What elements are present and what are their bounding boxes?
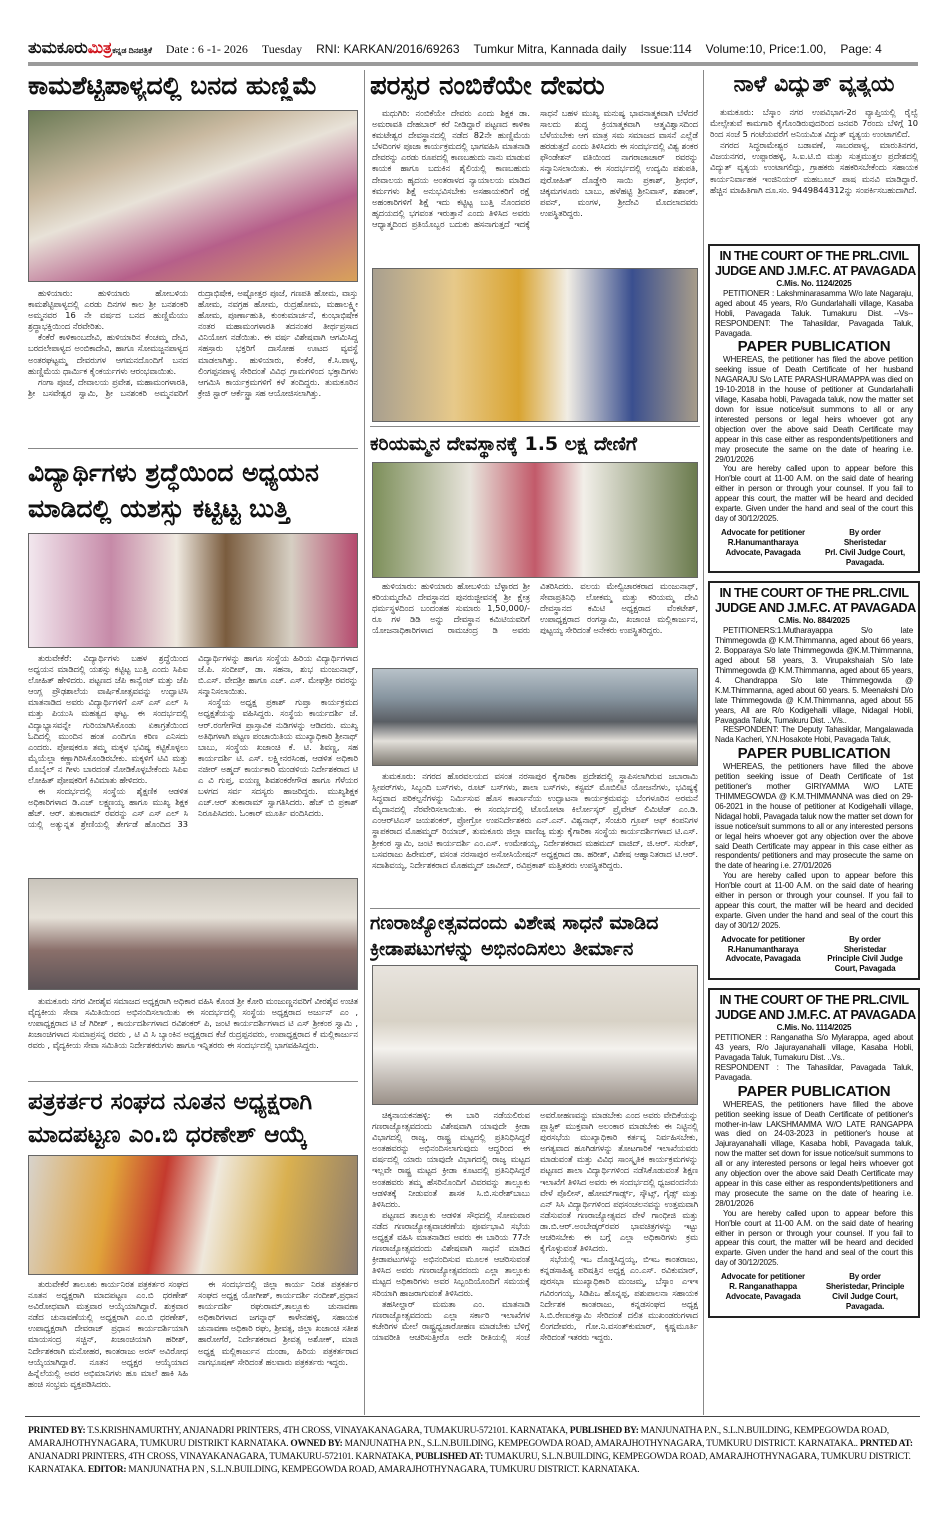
legal-notices-column	[708, 244, 920, 1318]
text-line: Advocate for petitioner	[721, 527, 805, 537]
paragraph: ಗಂಗಾ ಪೂಜೆ, ದೇವಾಲಯ ಪ್ರವೇಶ, ಮಹಾಮಂಗಳಾರತಿ, ಶ್ರೀ ಬಸವೇಶ್ವರ ಸ್ವಾಮಿ, ಶ್ರೀ ಬನಶಂಕರಿ ಅಮ್ಮನವರಿಗೆ ರುದ್ರಾಭಿಷೇಕ, ಅಷ್ಟೋತ್ತರ ಪೂಜೆ, ಗಣಪತಿ ಹೋಮ, ವಾಸ್ತು ಹೋಮ, ನವಗ್ರಹ ಹೋಮ, ರುದ್ರಹೋಮ, ಮಹಾಲಕ್ಷ್ಮೀ ಹೋಮ, ಪೂರ್ಣಾಹುತಿ, ಕುಂಕುಮಾರ್ಚನೆ, ಕುಂಭಾಭಿಷೇಕ ನಂತರ ಮಹಾಮಂಗಳಾರತಿ ತದನಂತರ ತೀರ್ಥಪ್ರಸಾದ ವಿನಿಯೋಗ ನಡೆಯಿತು. ಈ ವರ್ಷ ವಿಶೇಷವಾಗಿ ಆಗಮಿಸಿದ್ದ ಸಹಸ್ರಾರು ಭಕ್ತರಿಗೆ ದಾಸೋಹ ಊಟದ ವ್ಯವಸ್ಥೆ ಮಾಡಲಾಗಿತ್ತು. ಹುಳಿಯಾರು, ಕೆಂಕೆರೆ, ಕೆ.ಸಿ.ಪಾಳ್ಯ, ಲಿಂಗಪ್ಪನಪಾಳ್ಯ ಸೇರಿದಂತೆ ವಿವಿಧ ಗ್ರಾಮಗಳಿಂದ ಭಕ್ತಾದಿಗಳು ಆಗಮಿಸಿ ಕಾರ್ಯಕ್ರಮಗಳಿಗೆ ಕಳೆ ತಂದಿದ್ದರು. ತುಮಕೂರಿನ ಕ್ರೇಜಿ ಸ್ಟಾರ್ ಆರ್ಕೆಸ್ಟ್ರಾ ಸಹ ಆಯೋಜಿಸಲಾಗಿತ್ತು.	[28, 288, 358, 398]
notice-respondent: RESPONDENT: The Deputy Tahasildar, Mangalawada Nada Kacheri, Y.N.Hosakote Hobi, Pavagada Taluk,	[715, 725, 913, 745]
headline-line: ಮಾದಪಟ್ಟಣ ಎಂ.ಬಿ ಧರಣೇಶ್ ಆಯ್ಕೆ	[28, 1122, 308, 1148]
issue-day: Tuesday	[261, 42, 303, 56]
paragraph: ಪಟ್ಟಣದ ತಾಲ್ಲೂಕು ಆಡಳಿತ ಸೌಧದಲ್ಲಿ ಸೋಮವಾರ ನಡೆದ ಗಣರಾಜ್ಯೋತ್ಸವಾಚರಣೆಯ ಪೂರ್ವಭಾವಿ ಸಭೆಯ ಅಧ್ಯಕ್ಷತೆ ವಹಿಸಿ ಮಾತನಾಡಿದ ಅವರು ಈ ಬಾರಿಯ 77ನೇ ಗಣರಾಜ್ಯೋತ್ಸವದಂದು ವಿಶೇಷವಾಗಿ ಸಾಧನೆ ಮಾಡಿದ ಕ್ರೀಡಾಪಟುಗಳನ್ನು ಅಭಿನಂದಿಸುವ ಮೂಲಕ ಆಚರಿಸುವಂತೆ ತಿಳಿಸಿದ ಅವರು ಗಣರಾಜ್ಯೋತ್ಸವದಂದು ಎಲ್ಲಾ ತಾಲ್ಲೂಕು ಮಟ್ಟದ ಅಧಿಕಾರಿಗಳು ಅವರ ಸಿಬ್ಬಂದಿಯೊಂದಿಗೆ ಸಮಯಕ್ಕೆ ಸರಿಯಾಗಿ ಹಾಜರಾಗುವಂತೆ ತಿಳಿಸಿದರು.	[372, 1209, 530, 1298]
legal-notice-1124	[708, 244, 920, 573]
notice-parties: PETITIONER : Lakshminarasamma W/o late Nagaraju, aged about 45 years, R/o Gundarlahalli village, Kasaba Hobli, Pavagada Taluk. Tumakuru Dist. --Vs-- RESPONDENT: The Tahasildar, Pavagada Taluk, Pavagada.	[715, 288, 913, 338]
text-line: Pavagada.	[845, 557, 885, 567]
text-line: T.S.KRISHNAMURTHY, ANJANADRI PRINTERS, 4TH CROSS, VINAYAKANAGARA, TUMAKURU-572101. KARNATAKA,	[87, 1426, 568, 1436]
notice-court: JUDGE AND J.M.F.C. AT PAVAGADA	[715, 1008, 916, 1023]
text-line: Advocate for petitioner	[721, 934, 805, 944]
notice-court: IN THE COURT OF THE PRL.CIVIL	[719, 993, 909, 1008]
photo-veerashaiva-felicitation	[28, 878, 358, 990]
paragraph: ತುರುವೇಕೆರೆ: ವಿದ್ಯಾರ್ಥಿಗಳು ಬಹಳ ಶ್ರದ್ಧೆಯಿಂದ ಅಧ್ಯಯನ ಮಾಡಿದಲ್ಲಿ ಯಶಸ್ಸು ಕಟ್ಟಿಟ್ಟ ಬುತ್ತಿ ಎಂದು ಸಿಪಿಐ ಲೋಹಿತ್ ಹೇಳಿದರು. ಪಟ್ಟಣದ ಜೆಪಿ ಕಾನ್ವೆಂಟ್ ಮತ್ತು ಜೆಪಿ ಆಂಗ್ಲ ಪ್ರೌಢಶಾಲೆಯ ವಾರ್ಷಿಕೋತ್ಸವವನ್ನು ಉದ್ಘಾಟಿಸಿ ಮಾತನಾಡಿದ ಅವರು ವಿದ್ಯಾರ್ಥಿಗಳಿಗೆ ಎಸ್ ಎಸ್ ಎಲ್ ಸಿ ಮತ್ತು ಪಿಯುಸಿ ಮಹತ್ವದ ಘಟ್ಟ. ಈ ಸಂದರ್ಭದಲ್ಲಿ ವಿದ್ಯಾಭ್ಯಾಸವನ್ನೇ ಗುರಿಯಾಗಿಸಿಕೊಂಡು ಏಕಾಗ್ರತೆಯಿಂದ ಓದಿದಲ್ಲಿ ಮುಂದಿನ ಹಂತ ಎಂದಿಗೂ ಕಠಿಣ ಎನಿಸದು ಎಂದರು. ಪೋಷಕರೂ ತಮ್ಮ ಮಕ್ಕಳ ಭವಿಷ್ಯ ಕಟ್ಟಿಕೊಳ್ಳಲು ಮೈಯೆಲ್ಲಾ ಕಣ್ಣಾಗಿರಿಸಿಕೊಂಡಿರಬೇಕು. ಮಕ್ಕಳಿಗೆ ಟಿವಿ ಮತ್ತು ಮೊಬೈಲ್ ನ ಗೀಳು ಬಾರದಂತೆ ನೋಡಿಕೊಳ್ಳಬೇಕೆಂದು ಸಿಪಿಐ ಲೋಹಿತ್ ಪೋಷಕರಿಗೆ ಕಿವಿಮಾತು ಹೇಳಿದರು.	[28, 653, 188, 786]
issue-date: Date : 6 -1- 2026	[165, 42, 248, 56]
paper-name: Tumkur Mitra, Kannada daily	[473, 42, 627, 56]
text-line: R.Hanumantharaya	[727, 944, 799, 954]
order-signature	[817, 528, 913, 568]
text-line: PRNTED AT:	[859, 1439, 913, 1449]
photo-journalists-association	[28, 1155, 358, 1275]
advocate-signature	[715, 1272, 811, 1312]
text-line: PUBLISHED AT:	[415, 1452, 484, 1462]
paragraph: ಈ ಸಂದರ್ಭದಲ್ಲಿ ಜಿಲ್ಲಾ ಕಾರ್ಯ ನಿರತ ಪತ್ರಕರ್ತರ ಸಂಘದ ಅಧ್ಯಕ್ಷ ಯೋಗೀಶ್, ಕಾರ್ಯದರ್ಶಿ ನಂದೀಶ್,ಪ್ರಧಾನ ಕಾರ್ಯದರ್ಶಿ ರಘುರಾಮ್,ತಾಲ್ಲೂಕು ಚುನಾವಣಾ ಅಧಿಕಾರಿಗಳಾದ ಜಗನ್ನಾಥ್ ಕಾಳೇನಹಳ್ಳಿ, ಸಹಾಯಕ ಚುನಾವಣಾ ಅಧಿಕಾರಿ ರಘು, ಶ್ರೀವತ್ಸ, ಜಿಲ್ಲಾ ಖಜಾಂಚಿ ಸತೀಶ ಹಾರೋಗೆರೆ, ನಿರ್ದೇಶಕರಾದ ಶ್ರೀವತ್ಸ ಅಶೋಕ್, ಮಾಜಿ ಅಧ್ಯಕ್ಷ ಮಲ್ಲಿಕಾರ್ಜುನ ದುಂಡಾ, ಹಿರಿಯ ಪತ್ರಕರ್ತರಾದ ನಾಗಭೂಷಣ್ ಸೇರಿದಂತೆ ಹಲವಾರು ಪತ್ರಕರ್ತರು ಇದ್ದರು.	[198, 1279, 358, 1367]
headline-line: ಗಣರಾಜ್ಯೋತ್ಸವದಂದು ವಿಶೇಷ ಸಾಧನೆ ಮಾಡಿದ	[370, 912, 659, 934]
text-line: Advocate, Pavagada	[725, 954, 801, 964]
text-line: Sheristedar	[843, 944, 887, 954]
article-body-veerashaiva	[28, 996, 358, 1076]
divider	[370, 426, 700, 427]
headline-nambike: ಪರಸ್ಪರ ನಂಬಿಕೆಯೇ ದೇವರು	[370, 72, 605, 101]
notice-title: PAPER PUBLICATION	[737, 745, 891, 763]
text-line: Prl. Civil Judge Court,	[825, 547, 905, 557]
photo-temple-event	[372, 268, 698, 422]
masthead-rule	[28, 62, 918, 66]
advocate-signature	[715, 935, 811, 975]
advocate-signature	[715, 528, 811, 568]
text-line: EDITOR:	[87, 1465, 127, 1475]
text-line: MANJUNATHA P.N., S.L.N.BUILDING, KEMPEGOWDA ROAD, AMARAJHOTHYNAGARA, TUMKURU DISTRICT. KARNATAKA..	[344, 1439, 858, 1449]
photo-bus-factory-inauguration	[372, 668, 698, 766]
notice-case-number: C.Mis. No. 1114/2025	[776, 1023, 852, 1033]
notice-whereas: WHEREAS, the petitioner has filed the above petition seeking issue of Death Certificate of her husband NAGARAJU S/o LATE PARASHURAMAPPA was died on 19-10-2018 in the house of petitioner at Gundarlahalli village, Kasaba hobli, Pavagada taluk, now the matter set down for issue notice/suit summons to all or any interested persons or legal heirs whoever got any objection over the above said Death Certificate may appear in this case either as respondents/petitioners and may prosecute the same on the date of hearing i.e. 29/01/2026	[715, 355, 913, 464]
notice-whereas: WHEREAS, the petitioners have filled the above petition seeking issue of Death Certificate of 1st petitioner's mother GIRIYAMMA W/O LATE THIMMEGOWDA @ K.M.THIMMANNA was died on 29-06-2021 in the house of petitioner at Kodigehalli village, Nidagal hobli, Pavagada taluk now the matter set down for issue notice/suit summons to all or any interested persons or legal heirs whoever got any objection over the above said Death Certificate may appear in this case either as respondents/ petitioners and may prosecute the same on the date of hearing i.e. 27/01/2026	[715, 762, 913, 871]
notice-court: IN THE COURT OF THE PRL.CIVIL	[719, 586, 909, 601]
text-line: ತುಮಕೂರು	[28, 40, 88, 57]
text-line: PRINTED BY:	[28, 1426, 86, 1436]
article-body-karkhane	[372, 771, 698, 906]
headline-ganarajyotsava	[370, 910, 698, 962]
text-line: Civil Judge Court,	[832, 1291, 898, 1301]
notice-title: PAPER PUBLICATION	[737, 338, 891, 356]
headline-line: ಮಾಡಿದಲ್ಲಿ ಯಶಸ್ಸು ಕಟ್ಟಿಟ್ಟ ಬುತ್ತಿ	[28, 494, 290, 523]
paragraph: ಸಂಸ್ಥೆಯ ಅಧ್ಯಕ್ಷ ಪ್ರಕಾಶ್ ಗುಪ್ತಾ ಕಾರ್ಯಕ್ರಮದ ಅಧ್ಯಕ್ಷತೆಯನ್ನು ವಹಿಸಿದ್ದರು. ಸಂಸ್ಥೆಯ ಕಾರ್ಯದರ್ಶಿ ಜೆ. ಆರ್.ರಂಗೇಗೌಡ ಪ್ರಾಸ್ತಾವಿಕ ನುಡಿಗಳನ್ನು ಆಡಿದರು. ಮುಖ್ಯ ಅತಿಥಿಗಳಾಗಿ ಪಟ್ಟಣ ಪಂಚಾಯಿತಿಯ ಮುಖ್ಯಾಧಿಕಾರಿ ಶ್ರೀನಾಥ್ ಬಾಬು, ಸಂಸ್ಥೆಯ ಖಜಾಂಚಿ ಕೆ. ಟಿ. ಶಿವಣ್ಣ, ಸಹ ಕಾರ್ಯದರ್ಶಿ ಟಿ. ಎಸ್. ಲಕ್ಷ್ಮೀನರಸಿಂಹ, ಆಡಳಿತ ಅಧಿಕಾರಿ ನಜೀರ್ ಅಹ್ಮದ್ ಕಾರ್ಯಕಾರಿ ಮಂಡಳಿಯ ನಿರ್ದೇಶಕರಾದ ಟಿ ಎ ವಿ ಗುಪ್ತ, ಐಯಣ್ಣ ಶಿವಶಂಕರೇಗೌಡ ಹಾಗೂ ಗೆಳೆಯರ ಬಳಗದ ಸರ್ವ ಸದಸ್ಯರು ಹಾಜರಿದ್ದರು. ಮುಖ್ಯಶಿಕ್ಷಕ ಎಚ್.ಆರ್ ತುಕಾರಾಮ್ ಸ್ವಾಗತಿಸಿದರು. ಹೆಚ್ ಬಿ ಪ್ರಕಾಶ್ ನಿರೂಪಿಸಿದರು. ಓಂಕಾರ್ ಮೂರ್ತಿ ವಂದಿಸಿದರು.	[198, 697, 358, 819]
text-line: R. Ranganathappa	[729, 1282, 797, 1292]
column-divider	[364, 70, 365, 1415]
headline-line: ಕ್ರೀಡಾಪಟುಗಳನ್ನು ಅಭಿನಂದಿಸಲು ತೀರ್ಮಾನ	[370, 938, 634, 960]
text-line: By order	[849, 1272, 881, 1282]
divider	[28, 1081, 358, 1082]
photo-preparatory-meeting	[372, 965, 698, 1105]
paragraph: ಸಭೆಯಲ್ಲಿ ಇಒ ದೊಡ್ಡಸಿದ್ದಯ್ಯ, ಬಿಇಒ ಕಾಂತರಾಜು, ಕನ್ನಡಸಾಹಿತ್ಯ ಪರಿಷತ್ತಿನ ಅಧ್ಯಕ್ಷ ಎಂ.ಎಸ್. ರವಿಕುಮಾರ್, ಪುರಸಭಾ ಮುಖ್ಯಾಧಿಕಾರಿ ಮಂಜಮ್ಮ, ಬೆಸ್ಕಾಂ ಎಇಇ ಗವಿರಂಗಯ್ಯ, ಸಿಡಿಪಿಒ ಹೊನ್ನಪ್ಪ, ಪಶುಪಾಲನಾ ಸಹಾಯಕ ನಿರ್ದೇಶಕ ಕಾಂತರಾಜು, ಕನ್ನಡಸಂಘದ ಅಧ್ಯಕ್ಷ ಸಿ.ಬಿ.ರೇಣುಕಸ್ವಾಮಿ ಸೇರಿದಂತೆ ದಲಿತ ಮುಖಂಡರುಗಳಾದ ಲಿಂಗದೇವರು, ಗೋ.ನಿ.ವಸಂತ್‌ಕುಮಾರ್, ಕೃಷ್ಣಮೂರ್ತಿ ಸೇರಿದಂತೆ ಇತರರು ಇದ್ದರು.	[540, 1254, 698, 1342]
paragraph: ತುಮಕೂರು ನಗರ ವೀರಶೈವ ಸಮಾಜದ ಅಧ್ಯಕ್ಷರಾಗಿ ಅಧಿಕಾರ ವಹಿಸಿ ಕೊಂಡ ಶ್ರೀ ಕೋರಿ ಮಂಜುಣ್ಣನವರಿಗೆ ವೀರಶೈವ ಉಚಿತ ವೈದ್ಯಕೀಯ ಸೇವಾ ಸಮಿತಿಯಿಂದ ಅಭಿನಂದಿಸಲಾಯಿತು ಈ ಸಂದರ್ಭದಲ್ಲಿ ಸಂಸ್ಥೆಯ ಅಧ್ಯಕ್ಷರಾದ ಅರ್ಜುನ್ ಎಂ , ಉಪಾಧ್ಯಕ್ಷರಾದ ಟಿ ಜೆ ಗಿರೀಶ್ , ಕಾರ್ಯದರ್ಶಿಗಳಾದ ರವಿಶಂಕರ್ ಪಿ, ಜಂಟಿ ಕಾರ್ಯದರ್ಶಿಗಳಾದ ಟಿ ಎಸ್ ಶ್ರೀಕಂಠ ಸ್ವಾಮಿ , ಖಜಾಂಚಿಗಳಾದ ಸುಮಾಪ್ರಸನ್ನ ರವರು , ಟಿ ವಿ ಸಿ ಬ್ಯಾಂಕಿನ ಅಧ್ಯಕ್ಷರಾದ ಕೆಜೆ ರುದ್ರಪ್ಪನವರು, ಉಪಾಧ್ಯಕ್ಷರಾದ ಕೆ ಮಲ್ಲಿಕಾರ್ಜುನ ರವರು , ವೈದ್ಯಕೀಯ ಸೇವಾ ಸಮಿತಿಯ ನಿರ್ದೇಶಕರುಗಳು ಹಾಗೂ ಇನ್ನಿತರರು ಈ ಸಂದರ್ಭದಲ್ಲಿ ಭಾಗವಹಿಸಿದ್ದರು.	[28, 996, 358, 1051]
text-line: Court, Pavagada	[834, 964, 896, 974]
text-line: R.Hanumantharaya	[727, 537, 799, 547]
column-divider	[703, 70, 704, 1415]
text-line: Principle Civil Judge	[827, 954, 903, 964]
notice-parties: PETITIONERS:1.Mutharayappa S/o late Thimmegowda @ K.M.Thimmanna, aged about 66 years, 2. Bopparaya S/o late Thimmegowda @K.M.Thimmanna, aged about 58 years, 3. Virupakshaiah S/o late Thimmegowda @ K.M.Thimmanna, aged about 65 years, 4. Chandrappa S/o late Thimmegowda @ K.M.Thimmanna, aged about 60 years. 5. Meenakshi D/o late Thimmegowda @ K.M.Thimmanna, aged about 55 years, All are R/o Kodigehalli village, Nidagal Hobli, Pavagada Taluk, Tumakuru Dist. ..V/s..	[715, 626, 913, 725]
notice-court: JUDGE AND J.M.F.C. AT PAVAGADA	[715, 264, 916, 278]
text-line: MANJUNATHA P.N., S.L.N.BUILDING, KEMPEGOWDA ROAD, AMARAJHOTHYNAGARA, TUMKURU DISTRIKT KARNATAKA.	[28, 1426, 889, 1449]
photo-school-anniversary	[28, 533, 358, 648]
notice-title: PAPER PUBLICATION	[737, 1082, 891, 1100]
order-signature	[817, 1272, 913, 1312]
article-body-vidyut	[710, 107, 918, 237]
paragraph: ಕೆಂಕೆರೆ ಕಾಳಿಕಾಂಬದೇವಿ, ಹುಳಿಯಾರಿನ ಕೆಂಚಮ್ಮ ದೇವಿ, ಬರದಲೇಪಾಳ್ಯದ ಅಂಬಿಕಾದೇವಿ, ಹಾಗೂ ಸೋಮಜ್ಜನಪಾಳ್ಯದ ಅಂತರಘಟ್ಟಮ್ಮ ದೇವರುಗಳ ಆಗಮನದೊಂದಿಗೆ ಬನದ ಹುಣ್ಣಿಮೆಯ ಧಾರ್ಮಿಕ ಕೈಂಕರ್ಯಗಳು ಆರಂಭವಾಯಿತು.	[28, 332, 188, 376]
legal-notice-1114	[708, 988, 920, 1317]
photo-banada-hunnime	[28, 110, 358, 282]
text-line: Sheristedar, Principle	[825, 1282, 905, 1292]
notice-court: JUDGE AND J.M.F.C. AT PAVAGADA	[715, 601, 916, 616]
page-number: Page: 4	[840, 42, 882, 56]
volume-price: Volume:10, Price:1.00,	[705, 42, 827, 56]
notice-court: IN THE COURT OF THE PRL.CIVIL	[719, 249, 909, 263]
paragraph: ಹುಳಿಯಾರು: ಹುಳಿಯಾರು ಹೋಬಳಿಯ ಬೆಳ್ಳಾರದ ಶ್ರೀ ಕರಿಯಮ್ಮದೇವಿ ದೇವಸ್ಥಾನದ ಪುನರುಜ್ಜೀವನಕ್ಕೆ ಶ್ರೀ ಕ್ಷೇತ್ರ ಧರ್ಮಸ್ಥಳದಿಂದ ಬಂದಂತಹ ಸುಮಾರು 1,50,000/- ರೂ ಗಳ ಡಿಡಿ ಅನ್ನು ದೇವಸ್ಥಾನ ಕಮಿಟಿಯವರಿಗೆ ಯೋಜನಾಧಿಕಾರಿಗಳಾದ ರಾಮಚಂದ್ರ ಡಿ ಅವರು ವಿತರಿಸಿದರು. ವಲಯ ಮೇಲ್ವಿಚಾರಕರಾದ ಮಂಜುನಾಥ್, ಸೇವಾಪ್ರತಿನಿಧಿ ಲೋಕಮ್ಮ ಮತ್ತು ಕರಿಯಮ್ಮ ದೇವಿ ದೇವಸ್ಥಾನದ ಕಮಿಟಿ ಅಧ್ಯಕ್ಷರಾದ ವೆಂಕಟೇಶ್, ಉಪಾಧ್ಯಕ್ಷರಾದ ರಂಗಸ್ವಾಮಿ, ಖಜಾಂಚಿ ಮಲ್ಲಿಕಾರ್ಜುನ, ಪುಟ್ಟಯ್ಯ ಸೇರಿದಂತೆ ಅನೇಕರು ಉಪಸ್ಥಿತರಿದ್ದರು.	[372, 581, 698, 636]
paragraph: ಈ ಸಂದರ್ಭದಲ್ಲಿ ಸಂಸ್ಥೆಯ ಶೈಕ್ಷಣಿಕ ಆಡಳಿತ ಅಧಿಕಾರಿಗಳಾದ ಡಿ.ಎಚ್ ಲಕ್ಷ್ಮಣಯ್ಯ ಹಾಗೂ ಮುಖ್ಯ ಶಿಕ್ಷಕ ಹೆಚ್. ಆರ್. ತುಕಾರಾಮ್ ರವರನ್ನು ಎಸ್ ಎಸ್ ಎಲ್ ಸಿ ಯಲ್ಲಿ ಅತ್ಯುನ್ನತ ಶ್ರೇಣಿಯಲ್ಲಿ ತೇರ್ಗಡೆ ಹೊಂದಿದ 33 ವಿದ್ಯಾರ್ಥಿಗಳನ್ನು ಹಾಗೂ ಸಂಸ್ಥೆಯ ಹಿರಿಯ ವಿದ್ಯಾರ್ಥಿಗಳಾದ ಜೆ.ಪಿ. ಸಂದೀಪ್, ಡಾ. ಸಹನಾ, ಶುಭ ಮಂಜುನಾಥ್, ಬಿ.ಎಸ್. ವೇದಶ್ರೀ ಹಾಗೂ ಎಚ್. ಎಸ್. ಮೇಘಶ್ರೀ ರವರನ್ನು ಸನ್ಮಾನಿಸಲಾಯಿತು.	[28, 653, 358, 830]
text-line: Advocate, Pavagada	[725, 1291, 801, 1301]
divider	[370, 908, 700, 909]
headline-kariyamma: ಕರಿಯಮ್ಮನ ದೇವಸ್ಥಾನಕ್ಕೆ 1.5 ಲಕ್ಷ ದೇಣಿಗೆ	[370, 433, 637, 455]
paragraph: ಮಧುಗಿರಿ: ನಂಬಿಕೆಯೇ ದೇವರು ಎಂದು ಶಿಕ್ಷಕ ಡಾ. ಅಮರಾವತಿ ದೇಹಬಾರ್ ಕರೆ ನೀಡಿದ್ದಾರೆ ಪಟ್ಟಣದ ಕಾಳಿಕಾ ಕಮಟೇಶ್ವರ ದೇವಸ್ಥಾನದಲ್ಲಿ ನಡೆದ 82ನೇ ಹುಣ್ಣಿಮೆಯ ಬೆಳದಿಂಗಳ ಪೂಜಾ ಕಾರ್ಯಕ್ರಮದಲ್ಲಿ ಭಾಗವಹಿಸಿ ಮಾತನಾಡಿ ದೇವರನ್ನು ಎರಡು ರೂಪದಲ್ಲಿ ಕಾಣಬಹುದು ನಾನು ಮಾಡುವ ಕಾಯಕ ಹಾಗೂ ಬದುಕಿನ ಶೈಲಿಯಲ್ಲಿ ಕಾಣಬಹುದು ದೇವಾಲಯ ಹೃದಯ ಅಂತರಾಳದ ನ್ಯಾಯಾಲಯ ಮಾಡಿದ ಕರ್ಮಗಳು ಶಿಕ್ಷೆ ಅನುಭವಿಸಬೇಕು ಅಸಹಾಯಕರಿಗೆ ರಕ್ಷೆ ಅಹಂಕಾರಿಗಳಿಗೆ ಶಿಕ್ಷೆ ಇದು ಕಟ್ಟಿಟ್ಟ ಬುತ್ತಿ ನೊಂದವರ ಹೃದಯದಲ್ಲಿ ಭಗವಂತ ಇರುತ್ತಾನೆ ಎಂದು ತಿಳಿಸಿದ ಅವರು ಆಧ್ಯಾತ್ಮದಿಂದ ಪ್ರತಿಯೊಬ್ಬರ ಬದುಕು ಹಸನಾಗುತ್ತದೆ ಇದಕ್ಕೆ ಸಾಧನೆ ಬಹಳ ಮುಖ್ಯ ಮನುಷ್ಯ ಭಾವನಾತ್ಮಕವಾಗಿ ಬೆಳೆದರೆ ಸಾಲದು ಶುದ್ಧ ಕ್ರಿಯಾತ್ಮಕವಾಗಿ ಆತ್ಮವಿಶ್ವಾಸದಿಂದ ಬೆಳೆಯಬೇಕು ಆಗ ಮಾತ್ರ ಸಮ ಸಮಾಜದ ವಾಸನೆ ಎಲ್ಲೆಡೆ ಹರಡುತ್ತದೆ ಎಂದು ತಿಳಿಸಿದರು ಈ ಸಂದರ್ಭದಲ್ಲಿ ವಿಶ್ವ ಶಂಕರ ಫೌಂಡೇಶನ್ ವತಿಯಿಂದ ನಾಗರಾಜಾಚಾರ್ ರವರನ್ನು ಸನ್ಮಾನಿಸಲಾಯಿತು. ಈ ಸಂದರ್ಭದಲ್ಲಿ ಉದ್ಯಮಿ ಪಶುಪತಿ, ಪುರೋಹಿತ್ ದೊಡ್ಡೇರಿ ಸಾಯಿ ಪ್ರಕಾಶ್, ಶ್ರೀಧರ್, ಚಿಕ್ಕಮಗಳೂರು ಬಾಬು, ಹಳೆಹಟ್ಟಿ ಶ್ರೀನಿವಾಸ್, ಶಶಾಂಕ್, ಪವನ್, ಮಂಗಳ, ಶ್ರೀದೇವಿ ಮೊದಲಾದವರು ಉಪಸ್ಥಿತರಿದ್ದರು.	[372, 108, 698, 229]
headline-line: ವಿದ್ಯಾರ್ಥಿಗಳು ಶ್ರದ್ಧೆಯಿಂದ ಅಧ್ಯಯನ	[28, 458, 319, 487]
paragraph: ತುಮಕೂರು: ಬೆಸ್ಕಾಂ ನಗರ ಉಪವಿಭಾಗ-2ರ ವ್ಯಾಪ್ತಿಯಲ್ಲಿ ರೈಲ್ವೆ ಮೇಲ್ಸೇತುವೆ ಕಾಮಗಾರಿ ಕೈಗೊಂಡಿರುವುದರಿಂದ ಜನವರಿ 7ರಂದು ಬೆಳಿಗ್ಗೆ 10 ರಿಂದ ಸಂಜೆ 5 ಗಂಟೆಯವರೆಗೆ ಅನಿಯಮಿತ ವಿದ್ಯುತ್ ವ್ಯತ್ಯಯ ಉಂಟಾಗಲಿದೆ.	[710, 107, 918, 140]
rni-number: RNI: KARKAN/2016/69263	[316, 42, 460, 56]
text-line: Advocate, Pavagada	[725, 547, 801, 557]
footer-divider	[25, 1416, 920, 1417]
article-body-kariyamma	[372, 581, 698, 664]
article-body-kamashetti	[28, 288, 358, 443]
notice-parties: PETITIONER : Ranganatha S/o Mylarappa, aged about 43 years, R/o Jajurayanahalli village, Kasaba Hobli, Pavagada Taluk, Tumakuru Dist. ..Vs..	[715, 1033, 913, 1062]
text-line: ANJANADRI PRINTERS, 4TH CROSS, VINAYAKANAGARA, TUMAKURU-572101. KARNATAKA,	[28, 1452, 414, 1462]
article-body-ganarajyotsava	[372, 1110, 698, 1412]
text-line: By order	[849, 934, 881, 944]
notice-case-number: C.Mis. No. 884/2025	[778, 616, 850, 626]
paragraph: ಚಿಕ್ಕನಾಯಕನಹಳ್ಳಿ: ಈ ಬಾರಿ ನಡೆಯಲಿರುವ ಗಣರಾಜ್ಯೋತ್ಸವದಂದು ವಿಶೇಷವಾಗಿ ಯಾವುದೇ ಕ್ರೀಡಾ ವಿಭಾಗದಲ್ಲಿ ರಾಜ್ಯ, ರಾಷ್ಟ್ರ ಮಟ್ಟದಲ್ಲಿ ಪ್ರತಿನಿಧಿಸಿದ್ದರೆ ಅಂತಹವರನ್ನು ಅಭಿನಂದಿಸಲಾಗುವುದು ಆದ್ದರಿಂದ ಈ ವರ್ಷದಲ್ಲಿ ಯಾರು ಯಾವುದೇ ವಿಭಾಗದಲ್ಲಿ ರಾಜ್ಯ ಮಟ್ಟದ ಇಲ್ಲವೇ ರಾಷ್ಟ್ರ ಮಟ್ಟದ ಕ್ರೀಡಾ ಕೂಟದಲ್ಲಿ ಪ್ರತಿನಿಧಿಸಿದ್ದರೆ ಅಂತಹವರು ತಮ್ಮ ಹೆಸರಿನೊಂದಿಗೆ ವಿವರವನ್ನು ತಾಲ್ಲೂಕು ಆಡಳಿತಕ್ಕೆ ನೀಡುವಂತೆ ಶಾಸಕ ಸಿ.ಬಿ.ಸುರೇಶ್‌ಬಾಬು ತಿಳಿಸಿದರು.	[372, 1110, 530, 1209]
text-line: OWNED BY:	[290, 1439, 343, 1449]
paragraph: ನಗರದ ಸಿದ್ಧರಾಮೇಶ್ವರ ಬಡಾವಣೆ, ಸಾಬರಪಾಳ್ಯ, ಮಾರುತಿನಗರ, ವಿಜಯನಗರ, ಉಪ್ಪಾರಹಳ್ಳಿ, ಸಿ.ಐ.ಟಿ.ಬಿ ಮತ್ತು ಸುತ್ತಮುತ್ತಲ ಪ್ರದೇಶದಲ್ಲಿ ವಿದ್ಯುತ್ ವ್ಯತ್ಯಯ ಉಂಟಾಗಲಿದ್ದು, ಗ್ರಾಹಕರು ಸಹಕರಿಸಬೇಕೆಂದು ಸಹಾಯಕ ಕಾರ್ಯನಿರ್ವಾಹಕ ಇಂಜಿನಿಯರ್ ಮಹಬೂಬ್ ಪಾಷ ಮನವಿ ಮಾಡಿದ್ದಾರೆ. ಹೆಚ್ಚಿನ ಮಾಹಿತಿಗಾಗಿ ದೂ.ಸಂ. 9449844312ನ್ನು ಸಂಪರ್ಕಿಸಬಹುದಾಗಿದೆ.	[710, 140, 918, 195]
paragraph: ತುಮಕೂರು: ನಗರದ ಹೊರವಲಯದ ವಸಂತ ನರಸಾಪುರ ಕೈಗಾರಿಕಾ ಪ್ರದೇಶದಲ್ಲಿ ಸ್ಥಾಪಿಸಲಾಗಿರುವ ಜಬಾರಾಮಿ ಸ್ಲೀಪರ್‌ಗಳು, ಸಿಬ್ಬಂದಿ ಬಸ್‌ಗಳು, ರೂಟ್ ಬಸ್‌ಗಳು, ಶಾಲಾ ಬಸ್‌ಗಳು, ಕಸ್ಟಮ್ ಮೊಬಿಲಿಟಿ ಯೋಜನೆಗಳು, ಭವಿಷ್ಯಕ್ಕೆ ಸಿದ್ಧವಾದ ಪರಿಕಲ್ಪನೆಗಳನ್ನು ನಿರ್ಮಿಸುವ ಹೊಸ ಕಾರ್ಖಾನೆಯ ಉದ್ಘಾಟನಾ ಕಾರ್ಯಕ್ರಮವನ್ನು ಬೆಂಗಳೂರಿನ ಅರಮನೆ ಮೈದಾನದಲ್ಲಿ ನೆರವೇರಿಸಲಾಯಿತು. ಈ ಸಂದರ್ಭದಲ್ಲಿ ಟೊಯೋಟಾ ಕಿರ್ಲೋಸ್ಕರ್ ಪ್ರೈವೇಟ್ ಲಿಮಿಟೆಡ್ ಎಂ.ಡಿ. ಎಂಆರ್‌ಟಿಎಸ್ ಜಯಶಂಕರ್, ಪ್ರೋಗ್ರೋ ಉಪನಿರ್ದೇಶಕರು ಎನ್.ಎನ್. ವಿಶ್ವನಾಥ್, ಸೆಂಚುರಿ ಗ್ರೂಪ್ ಆಫ್ ಕಂಪನಿಗಳ ಸ್ಥಾಪಕರಾದ ಮೊಹಮ್ಮದ್ ರಿಯಾಜ್, ತುಮಕೂರು ಜಿಲ್ಲಾ ವಾಣಿಜ್ಯ ಮತ್ತು ಕೈಗಾರಿಕಾ ಸಂಸ್ಥೆಯ ಕಾರ್ಯದರ್ಶಿಗಳಾದ ಟಿ.ಎಸ್. ಶ್ರೀಕಂಠ ಸ್ವಾಮಿ, ಜಂಟಿ ಕಾರ್ಯದರ್ಶಿ ಎಂ.ಎಸ್. ಉಮೇಶಯ್ಯ, ನಿರ್ದೇಶಕರಾದ ಮಹಮದ್ ವಾಜಿದ್, ಜಿ.ಆರ್. ಸುರೇಶ್, ಬಸವರಾಜು ಹಿರೇಮಠ್, ವಸಂತ ನರಸಾಪುರ ಅಸೋಸಿಯೇಷನ್ ಅಧ್ಯಕ್ಷರಾದ ಡಾ. ಹರೀಶ್, ವಿಶೇಷ ಆಹ್ವಾನಿತರಾದ ಟಿ.ಆರ್. ಸದಾಶಿವಯ್ಯ, ನಿರ್ದೇಶಕರಾದ ಮೊಹಮ್ಮದ್ ಜಾವೀದ್, ರವಿಪ್ರಕಾಶ್ ಮತ್ತಿತರರು ಉಪಸ್ಥಿತರಿದ್ದರು.	[372, 771, 698, 870]
article-body-vidyarthi	[28, 653, 358, 871]
legal-notice-884	[708, 581, 920, 980]
photo-donation-handover	[372, 462, 698, 578]
issue-number: Issue:114	[640, 42, 692, 56]
headline-kamashetti: ಕಾಮಶೆಟ್ಟಿಪಾಳ್ಯದಲ್ಲಿ ಬನದ ಹುಣ್ಣಿಮೆ	[28, 72, 318, 100]
notice-summons: You are hereby called upon to appear before this Hon'ble court at 11-00 A.M. on the said date of hearing either in person or through your counsel. If you fail to appear this court, the matter will be heard and decided exparte. Given under the hand and seal of the court this day of 30/12/2025.	[715, 464, 913, 523]
masthead	[28, 40, 918, 62]
notice-signatures	[715, 528, 913, 568]
text-line: TUMAKURU, S.L.N.BUILDING, KEMPEGOWDA ROAD, AMARAJHOTHYNAGARA, TUMKURU DISTRICT. KARNATAKA.	[28, 1452, 911, 1475]
notice-respondent: RESPONDENT : The Tahasildar, Pavagada Taluk, Pavagada.	[715, 1062, 913, 1082]
headline-line: ಪತ್ರಕರ್ತರ ಸಂಘದ ನೂತನ ಅಧ್ಯಕ್ಷರಾಗಿ	[28, 1089, 313, 1115]
order-signature	[817, 935, 913, 975]
text-line: Advocate for petitioner	[721, 1272, 805, 1282]
headline-vidyarthi	[28, 455, 358, 527]
text-line: ಮಿತ್ರ	[87, 40, 113, 57]
notice-summons: You are hereby called upon to appear before this Hon'ble court at 11-00 A.M. on the said date of hearing either in person or through your counsel. If you fail to appear this court, the matter will be heard and decided exparte. Given under the hand and seal of the court this day of 30/12/ 2025.	[715, 871, 913, 930]
text-line: PUBLISHED BY:	[569, 1426, 639, 1436]
imprint-footer	[28, 1425, 918, 1477]
headline-vidyut: ನಾಳೆ ವಿದ್ಯುತ್ ವ್ಯತ್ಯಯ	[733, 72, 895, 97]
paragraph: ಹುಳಿಯಾರು: ಹುಳಿಯಾರು ಹೋಬಳಿಯ ಕಾಮಶೆಟ್ಟಿಪಾಳ್ಯದಲ್ಲಿ ಎರಡು ದಿನಗಳ ಕಾಲ ಶ್ರೀ ಬನಶಂಕರಿ ಅಮ್ಮನವರ 16 ನೇ ವರ್ಷದ ಬನದ ಹುಣ್ಣಿಮೆಯು ಶ್ರದ್ಧಾಭಕ್ತಿಯಿಂದ ನೆರವೇರಿತು.	[28, 288, 188, 332]
text-line: Pavagada.	[845, 1301, 885, 1311]
notice-case-number: C.Mis. No. 1124/2025	[776, 279, 852, 288]
divider	[28, 448, 358, 449]
paragraph: ತುರುವೇಕೆರೆ ತಾಲೂಕು ಕಾರ್ಯನಿರತ ಪತ್ರಕರ್ತರ ಸಂಘದ ನೂತನ ಅಧ್ಯಕ್ಷರಾಗಿ ಮಾದಪಟ್ಟಣ ಎಂ.ಬಿ ಧರಣೇಶ್ ಅವಿರೋಧವಾಗಿ ಮತ್ತವಾರ ಆಯ್ಕೆಯಾಗಿದ್ದಾರೆ. ಶುಕ್ರವಾರ ನಡೆದ ಚುನಾವಣೆಯಲ್ಲಿ ಅಧ್ಯಕ್ಷರಾಗಿ ಎಂ.ಬಿ ಧರಣೇಶ್, ಉಪಾಧ್ಯಕ್ಷರಾಗಿ ದೇವರಾಜ್ ಪ್ರಧಾನ ಕಾರ್ಯದರ್ಶಿಯಾಗಿ ಮಾಯಸಂದ್ರ ಸಚ್ಚಿನ್, ಖಜಾಂಚಿಯಾಗಿ ಹರೀಶ್, ನಿರ್ದೇಶಕರಾಗಿ ಮನೋಹರ, ಕಾಂತರಾಜು ಅರಸ್ ಅವಿರೋಧ ಆಯ್ಕೆಯಾಗಿದ್ದಾರೆ. ನೂತನ ಅಧ್ಯಕ್ಷರ ಆಯ್ಕೆಯಾದ ಹಿನ್ನೆಲೆಯಲ್ಲಿ ಅವರ ಅಭಿಮಾನಿಗಳು ಹೂ ಮಾಲೆ ಹಾಕಿ ಸಿಹಿ ಹಂಚಿ ಸಂಭ್ರಮ ವ್ಯಕ್ತಪಡಿಸಿದರು.	[28, 1279, 188, 1389]
article-body-patrakartha	[28, 1279, 358, 1412]
paragraph: ತಹಸೀಲ್ದಾರ್ ಮಮತಾ ಎಂ. ಮಾತನಾಡಿ ಗಣರಾಜ್ಯೋತ್ಸವದಂದು ಎಲ್ಲಾ ಸರ್ಕಾರಿ ಇಲಾಖೆಗಳ ಕಚೇರಿಗಳ ಮೇಲೆ ರಾಷ್ಟ್ರಧ್ವಜಾರೋಹಣ ಮಾಡಬೇಕು ಬೆಳಿಗ್ಗೆ ಯಾವರೀತಿ ಆಚರಿಸುತ್ತೀರೊ ಅದೇ ರೀತಿಯಲ್ಲಿ ಸಂಜೆ ಅವರೋಹಣವನ್ನು ಮಾಡಬೇಕು ಎಂದ ಅವರು ವೇದಿಕೆಯನ್ನು ಪ್ಲಾಸ್ಟಿಕ್ ಮುಕ್ತವಾಗಿ ಅಲಂಕಾರ ಮಾಡಬೇಕು ಈ ನಿಟ್ಟಿನಲ್ಲಿ ಪುರಸಭೆಯ ಮುಖ್ಯಾಧಿಕಾರಿ ಕರ್ತವ್ಯ ನಿರ್ವಹಿಸಬೇಕು, ಅಗತ್ಯವಾದ ಹೂಗಿಡಗಳನ್ನು ತೋಟಗಾರಿಕೆ ಇಲಾಖೆಯವರು ಮಾಡುವಂತೆ ಮತ್ತು ವಿವಿಧ ಸಾಂಸ್ಕೃತಿಕ ಕಾರ್ಯಕ್ರಮಗಳನ್ನು ಪಟ್ಟಣದ ಶಾಲಾ ವಿದ್ಯಾರ್ಥಿಗಳಿಂದ ನಡೆಸಿಕೊಡುವಂತೆ ಶಿಕ್ಷಣ ಇಲಾಖೆಗೆ ತಿಳಿಸಿದ ಅವರು ಈ ಸಂದರ್ಭದಲ್ಲಿ ಧ್ವಜವಂದನೆಯ ವೇಳೆ ಪೊಲೀಸ್, ಹೋಮ್‌ಗಾರ್ಡ್ಸ್, ಸ್ಕೌಟ್ಸ್, ಗೈಡ್ಸ್ ಮತ್ತು ಎನ್ ಸಿಸಿ ವಿದ್ಯಾರ್ಥಿಗಳಿಂದ ಪಥಸಂಚಲನವನ್ನು ಉತ್ತಮವಾಗಿ ನಡೆಸುವಂತೆ ಗಣರಾಜ್ಯೋತ್ಸವದ ವೇಳೆ ಗಾಂಧೀಜಿ ಮತ್ತು ಡಾ.ಬಿ.ಆರ್.ಅಂಬೇಡ್ಕರ್‌ರವರ ಭಾವಚಿತ್ರಗಳನ್ನು ಇಟ್ಟು ಆಚರಿಸಬೇಕು ಈ ಬಗ್ಗೆ ಎಲ್ಲಾ ಅಧಿಕಾರಿಗಳು ಕ್ರಮ ಕೈಗೊಳ್ಳುವಂತೆ ತಿಳಿಸಿದರು.	[372, 1110, 698, 1342]
notice-signatures	[715, 935, 913, 975]
newspaper-logo	[28, 40, 152, 58]
text-line: ಕನ್ನಡ ದಿನಪತ್ರಿಕೆ	[112, 46, 152, 55]
notice-summons: You are hereby called upon to appear before this Hon'ble court at 11-00 A.M. on the said date of hearing either in person or through your counsel. If you fail to appear this court, the matter will be heard and decided exparte. Given under the hand and seal of the court this day of 30/12/2025.	[715, 1208, 913, 1268]
text-line: MANJUNATHA P.N , S.L.N.BUILDING, KEMPEGOWDA ROAD, AMARAJHOTHYNAGARA, TUMKURU DISTRICT. KARNATAKA.	[128, 1465, 640, 1475]
notice-whereas: WHEREAS, the petitioners have filled the above petition seeking issue of Death Certificate of petitioner's mother-in-law LAKSHMAMMA W/O LATE RANGAPPA was died on 24-03-2023 in petitioner's house at Jajurayanahalli village, Kasaba hobli, Pavagada taluk, now the matter set down for issue notice/suit summons to all or any interested persons or legal heirs whoever got any objection over the above said Death Certificate may appear in this case either as respondents/petitioners and may prosecute the same on the date of hearing i.e. 28/01/2026	[715, 1099, 913, 1208]
text-line: Sheristedar	[843, 537, 887, 547]
notice-signatures	[715, 1272, 913, 1312]
headline-patrakartha	[28, 1086, 358, 1152]
article-body-nambike	[372, 108, 698, 264]
text-line: By order	[849, 527, 881, 537]
